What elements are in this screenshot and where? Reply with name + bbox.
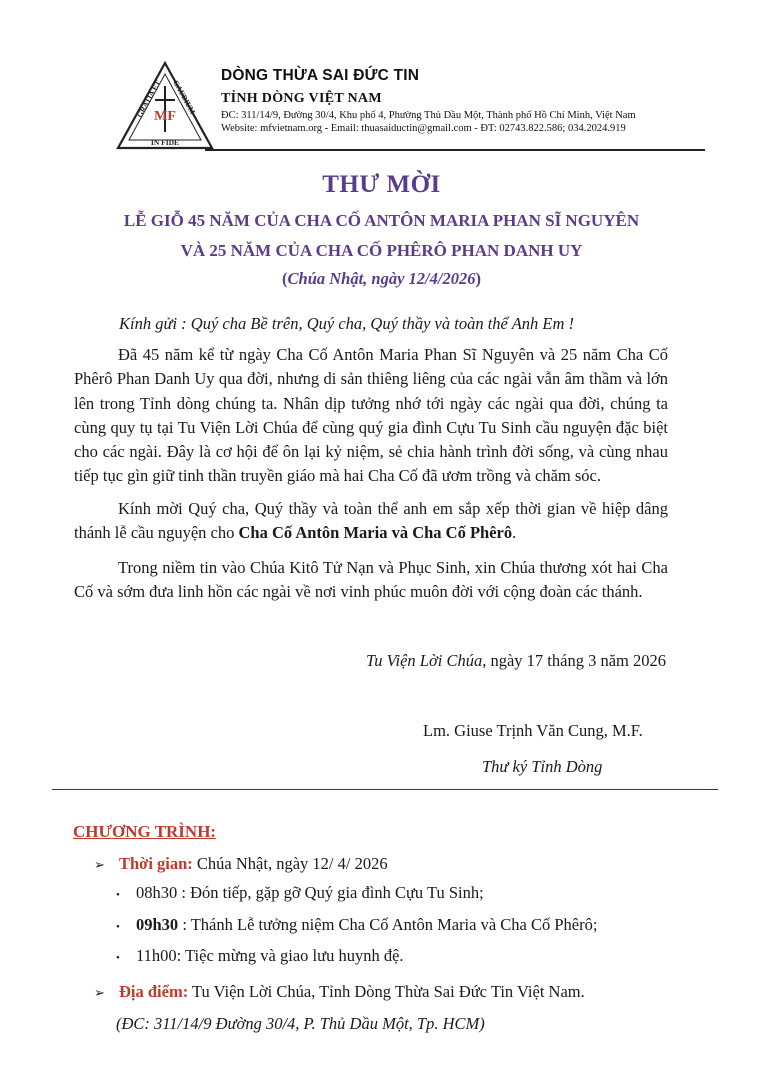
arrow-bullet-icon: ➢ <box>94 857 105 872</box>
bullet-icon: • <box>116 921 120 933</box>
header-divider <box>205 149 705 151</box>
greeting: Kính gửi : Quý cha Bề trên, Quý cha, Quý thầy và toàn thể Anh Em ! <box>119 314 575 333</box>
program-heading: CHƯƠNG TRÌNH: <box>73 822 217 841</box>
schedule-text: : Thánh Lễ tưởng niệm Cha Cố Antôn Maria và Cha Cố Phêrô; <box>178 915 598 934</box>
logo-text-left: GRATIA ET <box>134 78 163 119</box>
closing-place: Tu Viện Lời Chúa <box>366 651 483 670</box>
paren-open: ( <box>282 269 288 288</box>
schedule-item <box>116 915 597 935</box>
location-label: Địa điểm: <box>119 982 189 1001</box>
bullet-icon: • <box>116 952 120 964</box>
bullet-icon: • <box>116 889 120 901</box>
closing-date: , ngày 17 tháng 3 năm 2026 <box>482 651 666 670</box>
event-date <box>0 269 763 289</box>
schedule-time: 08h30 <box>136 883 178 902</box>
location-value: Tu Viện Lời Chúa, Tỉnh Dòng Thừa Sai Đức Tin Việt Nam. <box>188 982 585 1001</box>
org-logo <box>115 60 215 152</box>
schedule-time: 09h30 <box>136 915 179 934</box>
signer-title: Thư ký Tỉnh Dòng <box>482 757 603 776</box>
time-value: Chúa Nhật, ngày 12/ 4/ 2026 <box>192 854 388 873</box>
invitation-names: Cha Cố Antôn Maria và Cha Cố Phêrô <box>238 523 513 543</box>
program-time-row <box>94 854 388 874</box>
event-title-line-2: VÀ 25 NĂM CỦA CHA CỐ PHÊRÔ PHAN DANH UY <box>180 241 583 260</box>
province-name: TỈNH DÒNG VIỆT NAM <box>221 91 382 106</box>
time-label: Thời gian: <box>119 854 193 873</box>
org-contact: Website: mfvietnam.org - Email: thuasaiductin@gmail.com - ĐT: 02743.822.586; 034.2024.919 <box>221 123 626 134</box>
letter-title: THƯ MỜI <box>322 171 441 198</box>
signer-name: Lm. Giuse Trịnh Văn Cung, M.F. <box>423 721 643 740</box>
arrow-bullet-icon: ➢ <box>94 985 105 1000</box>
logo-text-bottom: IN FIDE <box>150 138 180 147</box>
section-divider <box>52 789 718 790</box>
schedule-text: : Tiệc mừng và giao lưu huynh đệ. <box>176 946 404 965</box>
paragraph-invitation <box>74 497 668 546</box>
logo-text-right: GAUDIUM <box>171 78 198 116</box>
location-address-note: (ĐC: 311/14/9 Đường 30/4, P. Thủ Dầu Một, Tp. HCM) <box>116 1014 485 1033</box>
invitation-end: . <box>512 523 517 543</box>
org-address: ĐC: 311/14/9, Đường 30/4, Khu phố 4, Phường Thủ Dầu Một, Thành phố Hồ Chí Minh, Việt Nam <box>221 110 636 121</box>
schedule-time: 11h00 <box>136 946 177 965</box>
schedule-item <box>116 883 484 903</box>
event-title-line-1: LỄ GIỖ 45 NĂM CỦA CHA CỐ ANTÔN MARIA PHAN SĨ NGUYÊN <box>123 211 640 230</box>
logo-monogram: MF <box>154 109 176 124</box>
event-date-text: Chúa Nhật, ngày 12/4/2026 <box>287 269 476 288</box>
program-location-row <box>94 982 585 1002</box>
paren-close: ) <box>475 269 481 288</box>
paragraph-intro: Đã 45 năm kể từ ngày Cha Cố Antôn Maria Phan Sĩ Nguyên và 25 năm Cha Cố Phêrô Phan Danh Uy qua đời, nhưng di sản thiêng liêng của các ngài vẫn âm thầm và lớn lên trong Tỉnh dòng chúng ta. Nhân dịp tưởng nhớ tới ngày các ngài qua đời, chúng ta cùng quy tụ tại Tu Viện Lời Chúa để cùng quý gia đình Cựu Tu Sinh cầu nguyện đặc biệt cho các ngài. Đây là cơ hội để ôn lại kỷ niệm, sẻ chia hành trình đời sống, và cùng nhau tiếp tục gìn giữ tinh thần truyền giáo mà hai Cha Cố đã ươm trồng và chăm sóc. <box>74 345 668 486</box>
invitation-text: Kính mời Quý cha, Quý thầy và toàn thể anh em sắp xếp thời gian về hiệp dâng thánh lễ cầu nguyện cho <box>74 499 668 543</box>
schedule-item <box>116 946 404 966</box>
paragraph-prayer: Trong niềm tin vào Chúa Kitô Tử Nạn và Phục Sinh, xin Chúa thương xót hai Cha Cố và sớm đưa linh hồn các ngài về nơi vinh phúc muôn đời với cộng đoàn các thánh. <box>74 558 668 602</box>
org-name: DÒNG THỪA SAI ĐỨC TIN <box>221 67 420 84</box>
place-date <box>366 651 666 671</box>
schedule-text: : Đón tiếp, gặp gỡ Quý gia đình Cựu Tu Sinh; <box>177 883 484 902</box>
